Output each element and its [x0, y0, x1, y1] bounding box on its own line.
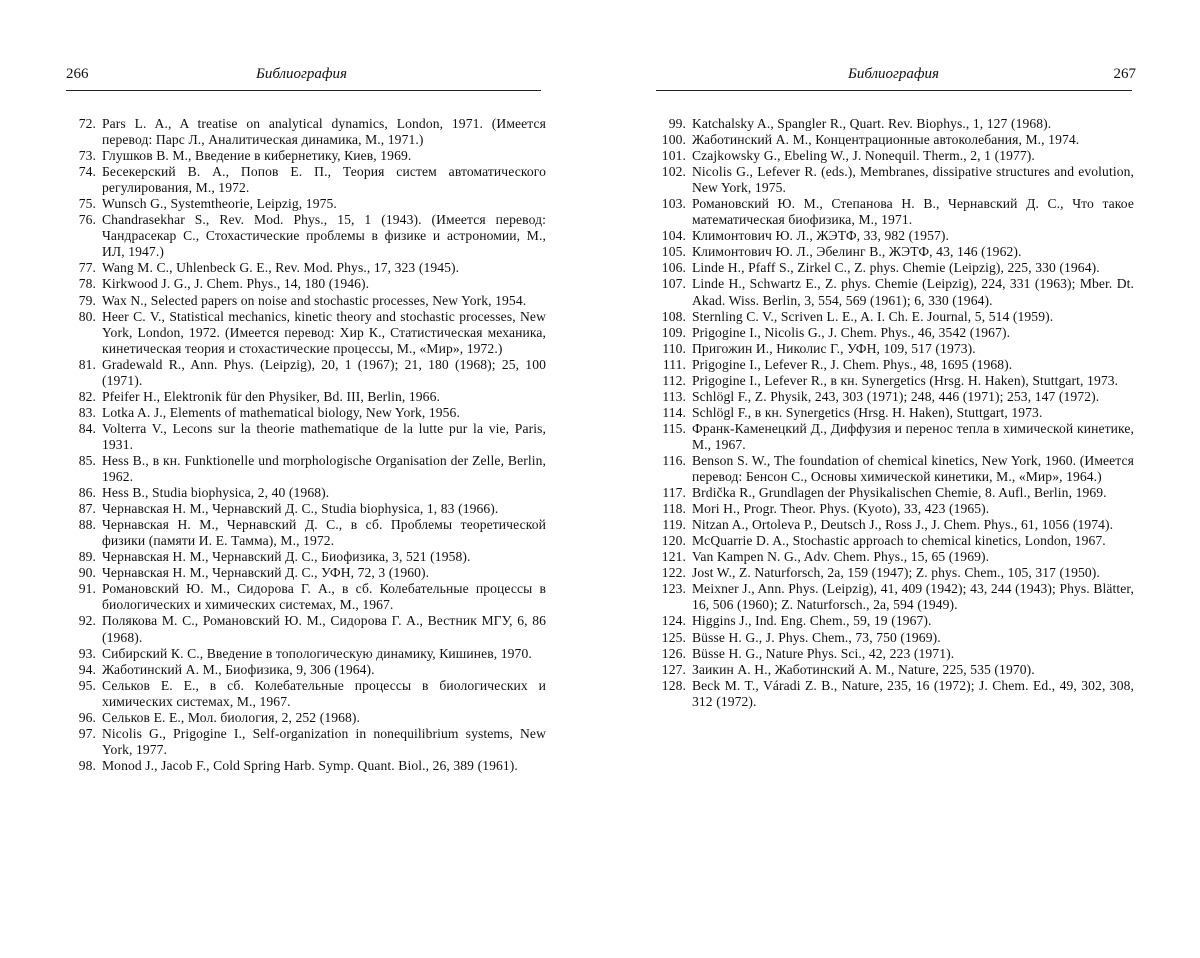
running-title: Библиография	[256, 66, 348, 82]
reference-item	[656, 309, 1134, 325]
reference-number: 128.	[661, 677, 686, 693]
page-header	[648, 66, 1188, 86]
reference-text: Pars L. A., A treatise on analytical dynamics, London, 1971. (Имеется перевод: Парс Л., Аналитическая динамика, М., 1971.)	[102, 116, 546, 148]
reference-number: 96.	[78, 709, 96, 725]
reference-text: Nicolis G., Prigogine I., Self-organization in nonequilibrium systems, New York, 1977.	[102, 725, 546, 757]
reference-text: Meixner J., Ann. Phys. (Leipzig), 41, 409 (1942); 43, 244 (1943); Phys. Blätter, 16, 506 (1960); Z. Naturforsch., 2a, 594 (1949).	[692, 581, 1134, 613]
reference-text: Schlögl F., в кн. Synergetics (Hrsg. H. Haken), Stuttgart, 1973.	[692, 404, 1043, 420]
reference-text: Чернавская Н. М., Чернавский Д. С., Studia biophysica, 1, 83 (1966).	[102, 501, 499, 517]
reference-item	[656, 164, 1134, 196]
reference-number: 105.	[661, 244, 686, 260]
reference-text: Mori H., Progr. Theor. Phys. (Kyoto), 33, 423 (1965).	[692, 501, 990, 517]
reference-item	[66, 549, 546, 565]
reference-item	[656, 196, 1134, 228]
reference-number: 109.	[661, 324, 686, 340]
reference-item	[656, 549, 1134, 565]
reference-item	[656, 260, 1134, 276]
reference-item	[66, 116, 546, 148]
reference-item	[66, 164, 546, 196]
reference-item	[656, 565, 1134, 581]
reference-text: Бесекерский В. А., Попов Е. П., Теория систем автоматического регулирования, М., 1972.	[102, 164, 546, 196]
reference-item	[66, 196, 546, 212]
reference-text: Chandrasekhar S., Rev. Mod. Phys., 15, 1 (1943). (Имеется перевод: Чандрасекар С., Стохастические проблемы в физике и астрономии, М., ИЛ, 1947.)	[102, 212, 546, 260]
reference-text: Wang M. C., Uhlenbeck G. E., Rev. Mod. Phys., 17, 323 (1945).	[102, 260, 460, 276]
reference-number: 99.	[668, 116, 686, 131]
reference-number: 81.	[78, 356, 96, 372]
reference-text: Monod J., Jacob F., Cold Spring Harb. Symp. Quant. Biol., 26, 389 (1961).	[102, 757, 518, 773]
reference-text: Заикин А. Н., Жаботинский А. М., Nature, 225, 535 (1970).	[692, 661, 1035, 677]
reference-number: 118.	[662, 501, 686, 517]
reference-item	[656, 501, 1134, 517]
reference-number: 93.	[78, 645, 96, 661]
reference-text: McQuarrie D. A., Stochastic approach to chemical kinetics, London, 1967.	[692, 533, 1106, 549]
reference-text: Франк-Каменецкий Д., Диффузия и перенос тепла в химической кинетике, М., 1967.	[692, 420, 1134, 452]
reference-text: Lotka A. J., Elements of mathematical biology, New York, 1956.	[102, 404, 460, 420]
reference-number: 104.	[661, 228, 686, 244]
reference-number: 77.	[78, 260, 96, 276]
reference-item	[66, 309, 546, 357]
reference-text: Kirkwood J. G., J. Chem. Phys., 14, 180 (1946).	[102, 276, 370, 292]
reference-number: 79.	[78, 292, 96, 308]
reference-text: Hess B., в кн. Funktionelle und morphologische Organisation der Zelle, Berlin, 1962.	[102, 452, 546, 485]
reference-number: 94.	[78, 661, 96, 677]
reference-number: 84.	[78, 420, 96, 436]
reference-item	[656, 421, 1134, 453]
reference-number: 85.	[78, 452, 96, 468]
reference-text: Wunsch G., Systemtheorie, Leipzig, 1975.	[102, 196, 337, 212]
reference-item	[656, 533, 1134, 549]
reference-number: 76.	[78, 212, 96, 228]
reference-number: 95.	[78, 677, 96, 693]
reference-number: 78.	[78, 276, 96, 292]
reference-text: Gradewald R., Ann. Phys. (Leipzig), 20, 1 (1967); 21, 180 (1968); 25, 100 (1971).	[102, 356, 546, 388]
reference-text: Linde H., Schwartz E., Z. phys. Chemie (Leipzig), 224, 331 (1963); Mber. Dt. Akad. Wiss. Berlin, 3, 554, 569 (1961); 6, 330 (1964).	[692, 276, 1134, 308]
reference-text: Глушков В. М., Введение в кибернетику, Киев, 1969.	[102, 148, 412, 164]
reference-number: 127.	[661, 661, 686, 677]
reference-number: 75.	[78, 196, 96, 212]
reference-list	[66, 116, 546, 774]
reference-text: Van Kampen N. G., Adv. Chem. Phys., 15, 65 (1969).	[692, 549, 990, 565]
reference-text: Schlögl F., Z. Physik, 243, 303 (1971); 248, 446 (1971); 253, 147 (1972).	[692, 388, 1100, 404]
reference-text: Романовский Ю. М., Степанова Н. В., Чернавский Д. С., Что такое математическая биофизика, М., 1971.	[692, 196, 1134, 228]
reference-item	[66, 613, 546, 645]
reference-text: Пригожин И., Николис Г., УФН, 109, 517 (1973).	[692, 340, 976, 356]
reference-item	[66, 646, 546, 662]
reference-number: 72.	[78, 116, 96, 131]
reference-text: Nitzan A., Ortoleva P., Deutsch J., Ross J., J. Chem. Phys., 61, 1056 (1974).	[692, 517, 1114, 533]
reference-text: Büsse H. G., J. Phys. Chem., 73, 750 (1969).	[692, 629, 941, 645]
reference-number: 122.	[661, 565, 686, 581]
reference-text: Linde H., Pfaff S., Zirkel C., Z. phys. Chemie (Leipzig), 225, 330 (1964).	[692, 260, 1100, 276]
reference-item	[66, 357, 546, 389]
reference-item	[656, 325, 1134, 341]
reference-number: 97.	[78, 725, 96, 741]
reference-number: 112.	[662, 372, 686, 388]
reference-item	[656, 646, 1134, 662]
reference-number: 86.	[78, 485, 96, 501]
reference-number: 98.	[78, 757, 96, 773]
reference-item	[656, 630, 1134, 646]
reference-text: Климонтович Ю. Л., ЖЭТФ, 33, 982 (1957).	[692, 228, 949, 244]
reference-number: 74.	[78, 164, 96, 180]
reference-number: 121.	[661, 549, 686, 565]
running-title: Библиография	[848, 66, 940, 82]
reference-item	[66, 758, 546, 774]
reference-item	[66, 485, 546, 501]
reference-item	[656, 453, 1134, 485]
reference-item	[656, 517, 1134, 533]
reference-item	[66, 517, 546, 549]
reference-number: 101.	[661, 148, 686, 164]
reference-item	[656, 662, 1134, 678]
reference-text: Prigogine I., Lefever R., J. Chem. Phys., 48, 1695 (1968).	[692, 356, 1013, 372]
reference-item	[656, 405, 1134, 421]
reference-text: Jost W., Z. Naturforsch, 2a, 159 (1947); Z. phys. Chem., 105, 317 (1950).	[692, 565, 1100, 581]
reference-number: 83.	[78, 404, 96, 420]
page-number: 266	[66, 66, 89, 82]
reference-text: Сельков Е. Е., Мол. биология, 2, 252 (1968).	[102, 709, 361, 725]
reference-item	[66, 453, 546, 485]
reference-item	[656, 276, 1134, 308]
reference-number: 117.	[662, 485, 686, 501]
reference-text: Prigogine I., Nicolis G., J. Chem. Phys., 46, 3542 (1967).	[692, 324, 1011, 340]
reference-item	[66, 565, 546, 581]
reference-text: Полякова М. С., Романовский Ю. М., Сидорова Г. А., Вестник МГУ, 6, 86 (1968).	[102, 613, 546, 645]
reference-text: Heer C. V., Statistical mechanics, kinetic theory and stochastic processes, New York, London, 1972. (Имеется перевод: Хир К., Статистическая механика, кинетическая теория и стохастические процессы, М., «Мир», 1972.)	[102, 308, 546, 356]
reference-number: 125.	[661, 629, 686, 645]
reference-item	[66, 678, 546, 710]
reference-item	[66, 662, 546, 678]
reference-text: Романовский Ю. М., Сидорова Г. А., в сб. Колебательные процессы в биологических и химических системах, М., 1967.	[102, 581, 546, 613]
reference-item	[656, 116, 1134, 132]
reference-text: Katchalsky A., Spangler R., Quart. Rev. Biophys., 1, 127 (1968).	[692, 116, 1052, 131]
reference-number: 100.	[661, 132, 686, 148]
reference-text: Benson S. W., The foundation of chemical kinetics, New York, 1960. (Имеется перевод: Бенсон С., Основы химической кинетики, М., «Мир», 1964.)	[692, 452, 1134, 485]
reference-number: 119.	[662, 517, 686, 533]
reference-text: Жаботинский А. М., Концентрационные автоколебания, М., 1974.	[692, 132, 1080, 148]
reference-number: 116.	[662, 452, 686, 468]
reference-item	[66, 389, 546, 405]
reference-item	[66, 710, 546, 726]
reference-item	[656, 581, 1134, 613]
page-number: 267	[1113, 66, 1136, 82]
reference-item	[66, 276, 546, 292]
reference-text: Pfeifer H., Elektronik für den Physiker, Bd. III, Berlin, 1966.	[102, 388, 440, 404]
reference-item	[656, 341, 1134, 357]
reference-item	[66, 581, 546, 613]
reference-number: 110.	[662, 340, 686, 356]
reference-number: 87.	[78, 501, 96, 517]
reference-text: Сельков Е. Е., в сб. Колебательные процессы в биологических и химических системах, М., 1967.	[102, 677, 546, 709]
reference-number: 88.	[78, 517, 96, 533]
reference-number: 103.	[661, 196, 686, 212]
reference-number: 106.	[661, 260, 686, 276]
reference-item	[66, 148, 546, 164]
reference-text: Brdička R., Grundlagen der Physikalischen Chemie, 8. Aufl., Berlin, 1969.	[692, 485, 1107, 501]
reference-list	[656, 116, 1134, 710]
reference-item	[66, 726, 546, 758]
reference-item	[656, 613, 1134, 629]
header-rule	[66, 90, 541, 91]
reference-number: 89.	[78, 549, 96, 565]
reference-number: 114.	[662, 404, 686, 420]
header-rule	[656, 90, 1132, 91]
reference-text: Климонтович Ю. Л., Эбелинг В., ЖЭТФ, 43, 146 (1962).	[692, 244, 1022, 260]
reference-text: Чернавская Н. М., Чернавский Д. С., Биофизика, 3, 521 (1958).	[102, 549, 471, 565]
reference-text: Чернавская Н. М., Чернавский Д. С., в сб. Проблемы теоретической физики (памяти И. Е. Тамма), М., 1972.	[102, 517, 546, 549]
page-header	[0, 66, 560, 86]
reference-number: 111.	[662, 356, 686, 372]
reference-text: Wax N., Selected papers on noise and stochastic processes, New York, 1954.	[102, 292, 527, 308]
reference-item	[656, 389, 1134, 405]
reference-number: 80.	[78, 308, 96, 324]
reference-number: 115.	[662, 420, 686, 436]
reference-item	[656, 678, 1134, 710]
reference-item	[656, 357, 1134, 373]
reference-text: Büsse H. G., Nature Phys. Sci., 42, 223 (1971).	[692, 645, 955, 661]
reference-item	[656, 228, 1134, 244]
reference-number: 113.	[662, 388, 686, 404]
reference-item	[656, 244, 1134, 260]
reference-number: 108.	[661, 308, 686, 324]
reference-item	[66, 293, 546, 309]
reference-text: Hess B., Studia biophysica, 2, 40 (1968).	[102, 485, 330, 501]
reference-text: Чернавская Н. М., Чернавский Д. С., УФН, 72, 3 (1960).	[102, 565, 430, 581]
reference-text: Volterra V., Lecons sur la theorie mathematique de la lutte pur la vie, Paris, 1931.	[102, 420, 546, 452]
reference-item	[66, 421, 546, 453]
reference-text: Prigogine I., Lefever R., в кн. Synergetics (Hrsg. H. Haken), Stuttgart, 1973.	[692, 372, 1119, 388]
reference-number: 102.	[661, 164, 686, 180]
reference-item	[656, 485, 1134, 501]
reference-number: 107.	[661, 276, 686, 292]
reference-number: 92.	[78, 613, 96, 629]
reference-text: Nicolis G., Lefever R. (eds.), Membranes, dissipative structures and evolution, New York, 1975.	[692, 164, 1134, 196]
reference-number: 91.	[78, 581, 96, 597]
reference-text: Sternling C. V., Scriven L. E., A. I. Ch. E. Journal, 5, 514 (1959).	[692, 308, 1054, 324]
reference-number: 126.	[661, 645, 686, 661]
reference-item	[656, 373, 1134, 389]
reference-number: 82.	[78, 388, 96, 404]
reference-text: Higgins J., Ind. Eng. Chem., 59, 19 (1967).	[692, 613, 932, 629]
reference-number: 120.	[661, 533, 686, 549]
reference-number: 73.	[78, 148, 96, 164]
reference-item	[66, 501, 546, 517]
reference-number: 124.	[661, 613, 686, 629]
reference-number: 90.	[78, 565, 96, 581]
reference-number: 123.	[661, 581, 686, 597]
reference-item	[656, 148, 1134, 164]
reference-item	[66, 212, 546, 260]
reference-text: Жаботинский А. М., Биофизика, 9, 306 (1964).	[102, 661, 375, 677]
reference-item	[66, 260, 546, 276]
reference-text: Сибирский К. С., Введение в топологическую динамику, Кишинев, 1970.	[102, 645, 532, 661]
reference-text: Czajkowsky G., Ebeling W., J. Nonequil. Therm., 2, 1 (1977).	[692, 148, 1035, 164]
reference-text: Beck M. T., Váradi Z. B., Nature, 235, 16 (1972); J. Chem. Ed., 49, 302, 308, 312 (1972).	[692, 677, 1134, 709]
reference-item	[66, 405, 546, 421]
reference-item	[656, 132, 1134, 148]
